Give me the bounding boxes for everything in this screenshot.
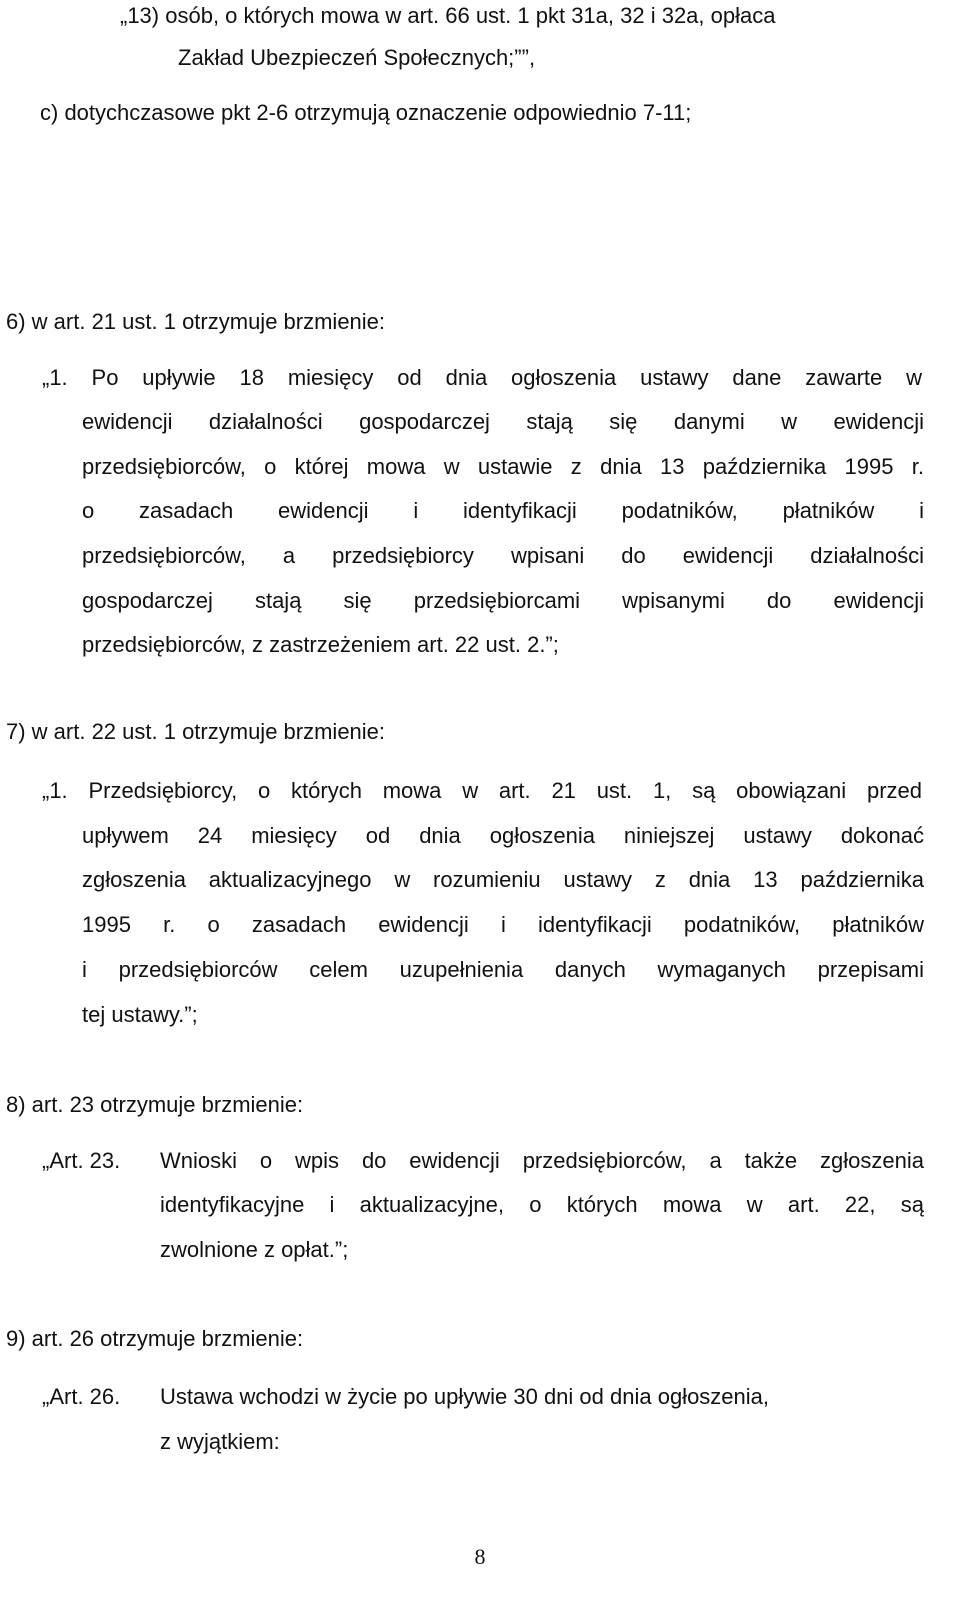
item-13-line-2: Zakład Ubezpieczeń Społecznych;””, — [178, 45, 536, 70]
item-6-line-6: gospodarczej stają się przedsiębiorcami wpisanymi do ewidencji — [82, 589, 924, 613]
item-6-line-1: „1. Po upływie 18 miesięcy od dnia ogłoszenia ustawy dane zawarte w — [42, 366, 922, 390]
item-8-heading: 8) art. 23 otrzymuje brzmienie: — [6, 1092, 304, 1117]
item-6-line-3: przedsiębiorców, o której mowa w ustawie z dnia 13 października 1995 r. — [82, 455, 924, 479]
item-6-line-2: ewidencji działalności gospodarczej stają się danymi w ewidencji — [82, 410, 924, 434]
item-6-heading: 6) w art. 21 ust. 1 otrzymuje brzmienie: — [6, 309, 386, 334]
item-8-line-1: Wnioski o wpis do ewidencji przedsiębiorców, a także zgłoszenia — [160, 1149, 924, 1173]
item-9-line-1: Ustawa wchodzi w życie po upływie 30 dni od dnia ogłoszenia, — [160, 1384, 770, 1409]
item-9-article-label: „Art. 26. — [42, 1384, 121, 1409]
item-7-line-3: zgłoszenia aktualizacyjnego w rozumieniu ustawy z dnia 13 października — [82, 868, 924, 892]
item-6-line-4: o zasadach ewidencji i identyfikacji podatników, płatników i — [82, 499, 924, 523]
item-7-line-6: tej ustawy.”; — [82, 1002, 198, 1027]
item-7-line-5: i przedsiębiorców celem uzupełnienia danych wymaganych przepisami — [82, 958, 924, 982]
item-7-line-2: upływem 24 miesięcy od dnia ogłoszenia niniejszej ustawy dokonać — [82, 824, 924, 848]
item-9-line-2: z wyjątkiem: — [160, 1429, 280, 1454]
item-8-article-label: „Art. 23. — [42, 1148, 121, 1173]
item-7-heading: 7) w art. 22 ust. 1 otrzymuje brzmienie: — [6, 719, 386, 744]
page-number: 8 — [474, 1544, 486, 1569]
item-8-line-3: zwolnione z opłat.”; — [160, 1237, 349, 1262]
item-7-line-1: „1. Przedsiębiorcy, o których mowa w art. 21 ust. 1, są obowiązani przed — [42, 779, 922, 803]
item-13-line-1: „13) osób, o których mowa w art. 66 ust. 1 pkt 31a, 32 i 32a, opłaca — [120, 3, 776, 28]
item-9-heading: 9) art. 26 otrzymuje brzmienie: — [6, 1326, 304, 1351]
item-8-line-2: identyfikacyjne i aktualizacyjne, o których mowa w art. 22, są — [160, 1193, 924, 1217]
item-c: c) dotychczasowe pkt 2-6 otrzymują oznaczenie odpowiednio 7-11; — [40, 100, 692, 125]
item-6-line-5: przedsiębiorców, a przedsiębiorcy wpisani do ewidencji działalności — [82, 544, 924, 568]
item-7-line-4: 1995 r. o zasadach ewidencji i identyfikacji podatników, płatników — [82, 913, 924, 937]
item-6-line-7: przedsiębiorców, z zastrzeżeniem art. 22 ust. 2.”; — [82, 632, 559, 657]
